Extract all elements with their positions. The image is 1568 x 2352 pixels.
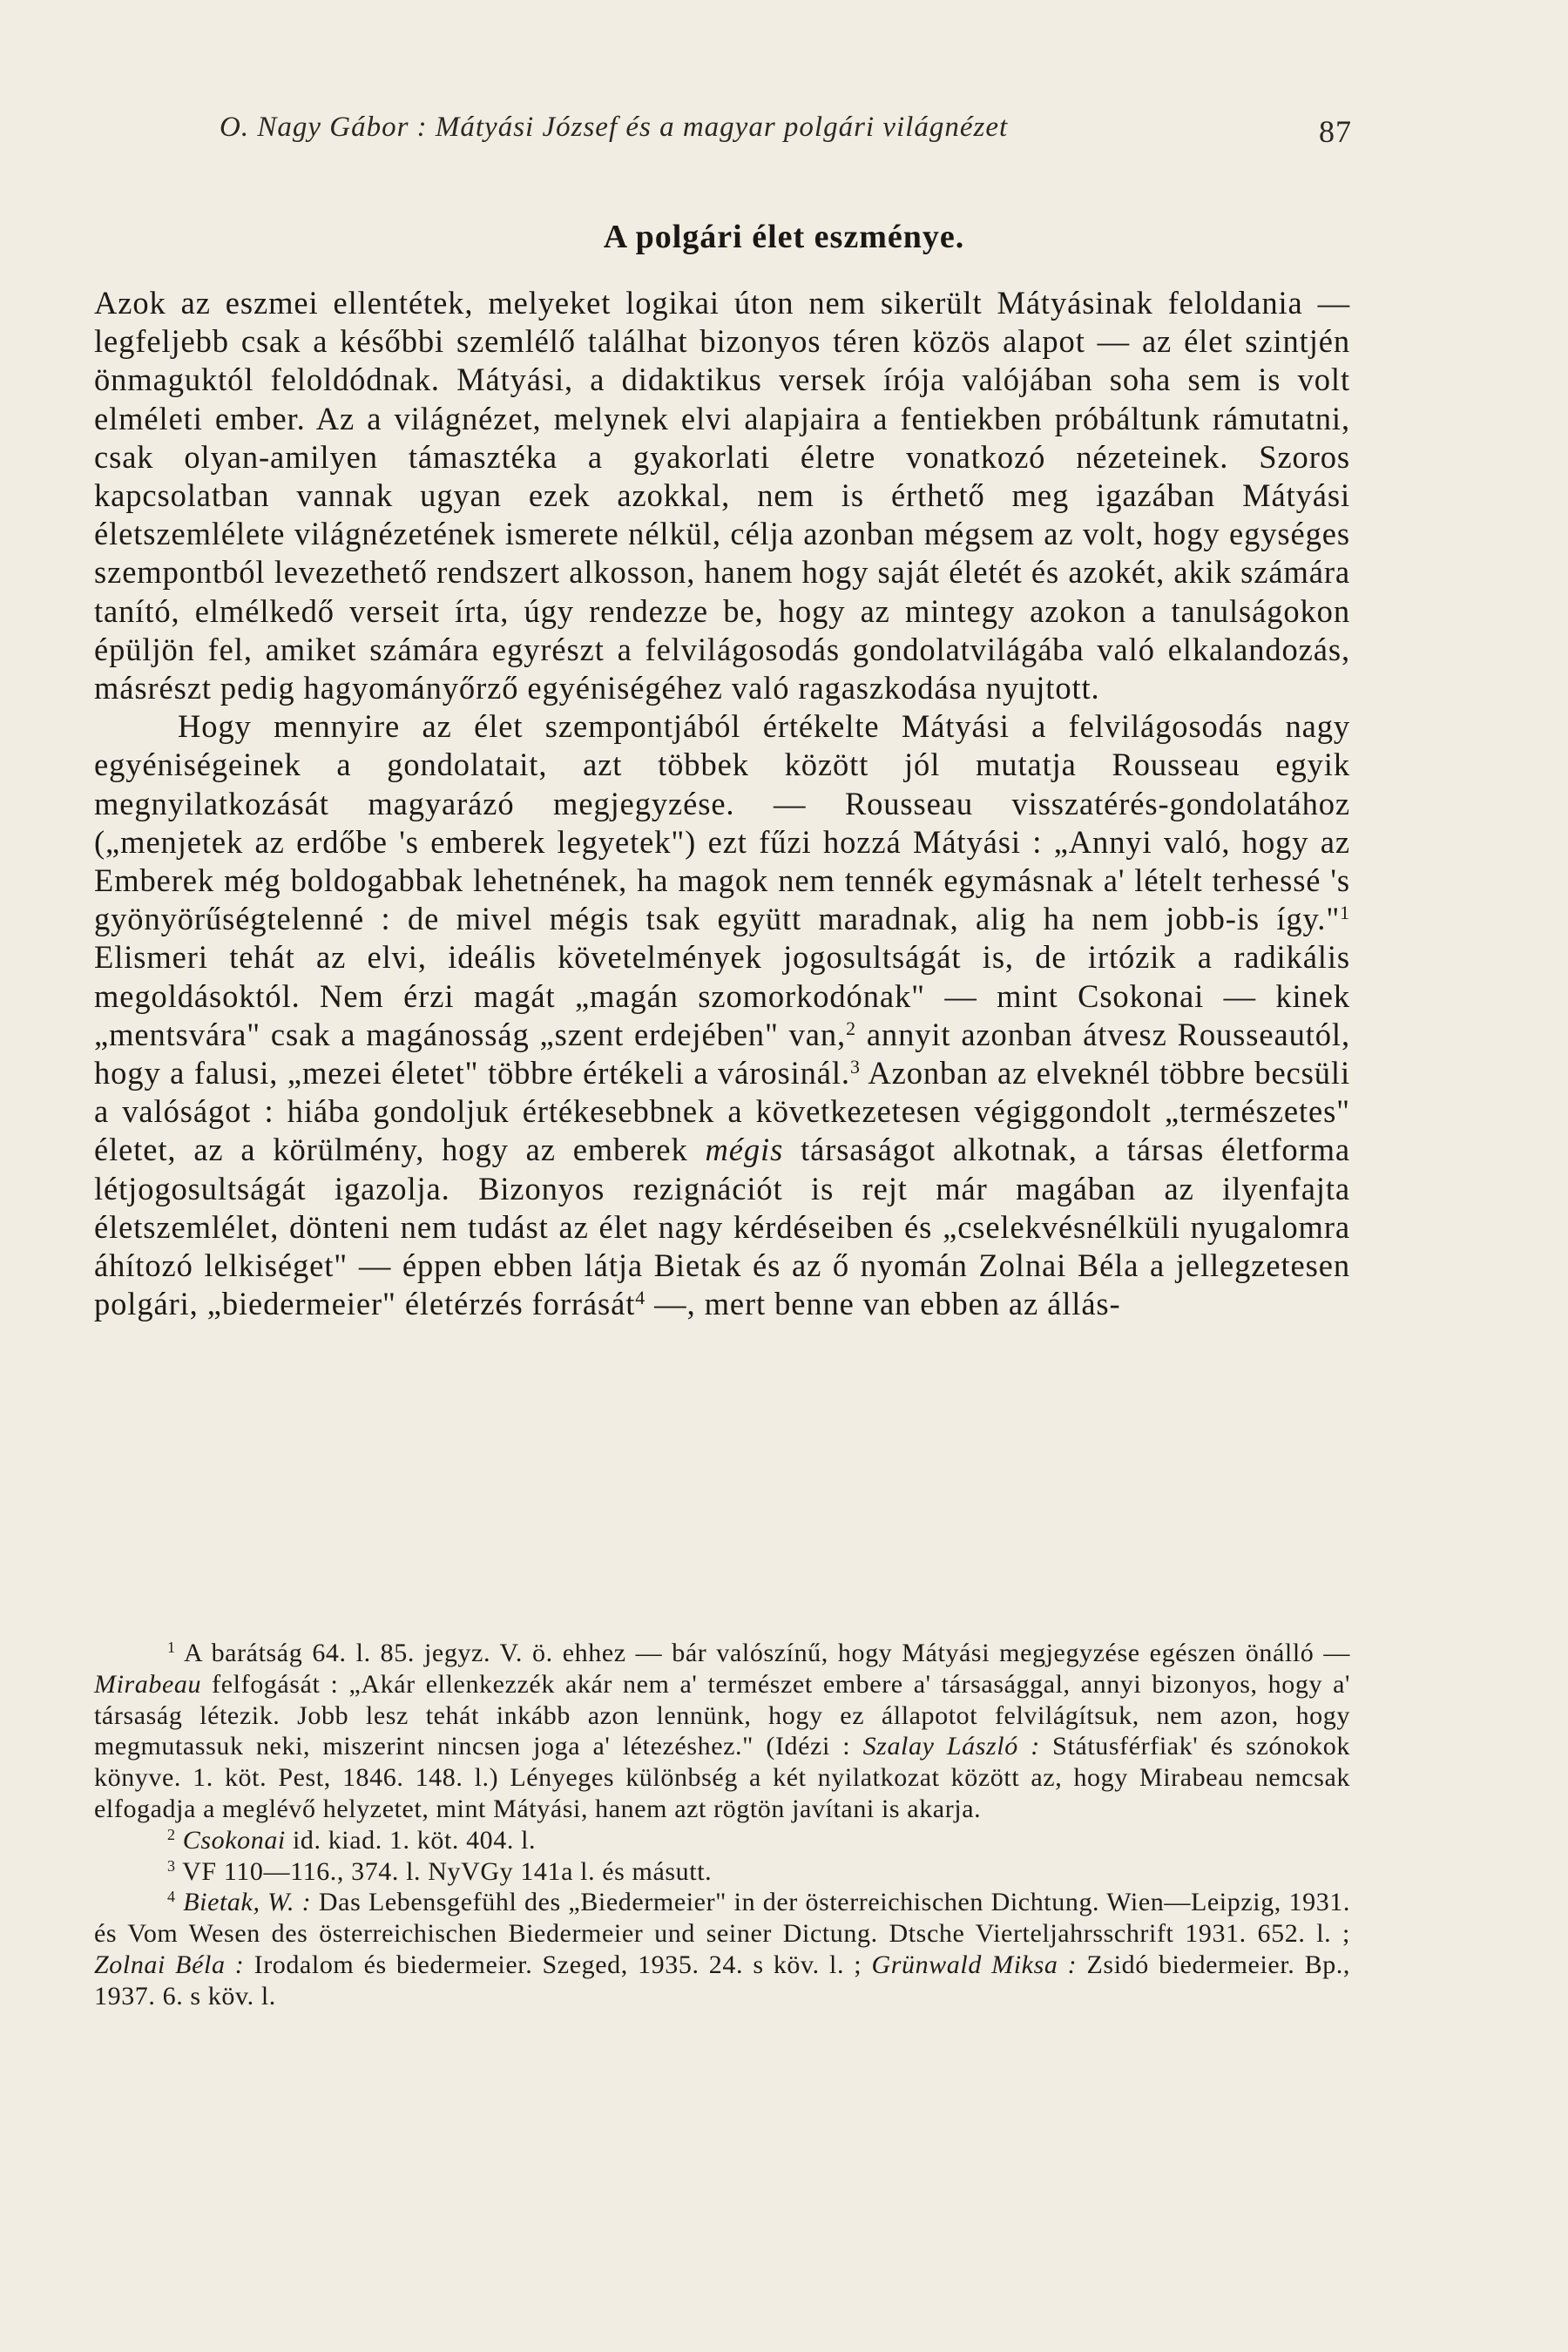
paragraph-2-text: annyit azonban átvesz Rousseautól, hogy a falusi, „mezei életet" többre értékeli a városinál.: [94, 1016, 1350, 1092]
footnote-ref-4: 4: [635, 1287, 646, 1309]
paragraph-2-text: Hogy mennyire az élet szempontjából értékelte Mátyási a felvilágosodás nagy egyéniségeinek a gondolatait, azt többek között jól mutatja Rousseau egyik megnyilatkozását magyarázó megjegyzése. — Rousseau visszatérés-gondolatához („menjetek az erdőbe 's emberek legyetek") ezt fűzi hozzá Mátyási : „Annyi való, hogy az Emberek még boldogabbak lehetnének, ha magok nem tennék egymásnak a' lételt terhessé 's gyönyörűségtelenné : de mivel mégis tsak együtt maradnak, alig ha nem jobb-is így.": [94, 708, 1350, 937]
footnote-1-text: A barátság 64. l. 85. jegyz. V. ö. ehhez — bár valószínű, hogy Mátyási megjegyzése egészen önálló —: [175, 1639, 1350, 1667]
paragraph-2: [94, 707, 1350, 1323]
paragraph-2-text: Azonban az elveknél többre becsüli a valóságot : hiába gondoljuk értékesebbnek a következetesen végiggondolt „természetes" életet, az a körülmény, hogy az emberek: [94, 1055, 1350, 1168]
paragraph-2-text: Elismeri tehát az elvi, ideális követelmények jogosultságát is, de irtózik a radikális megoldásoktól. Nem érzi magát „magán szomorkodónak" — mint Csokonai — kinek „mentsvára" csak a magánosság „szent erdejében" van,: [94, 939, 1350, 1052]
footnote-4-author: Bietak, W. :: [183, 1888, 312, 1917]
body-text: [94, 284, 1350, 1323]
footnote-2: [94, 1825, 1350, 1856]
footnote-mark-4: 4: [167, 1888, 176, 1906]
footnote-2-text: id. kiad. 1. köt. 404. l.: [285, 1825, 537, 1855]
footnote-mark-1: 1: [167, 1639, 176, 1657]
paragraph-2-text: —, mert benne van ebben az állás-: [645, 1286, 1121, 1322]
footnote-1-italic: Mirabeau: [94, 1669, 202, 1699]
running-head: [220, 103, 1352, 155]
footnote-4-text: Das Lebensgefühl des „Biedermeier" in der österreichischen Dichtung. Wien—Leipzig, 1931. és Vom Wesen des österreichischen Biedermeier und seiner Dictung. Dtsche Vierteljahrsschrift 1931. 652. l. ;: [94, 1888, 1350, 1949]
paragraph-1: Azok az eszmei ellentétek, melyeket logikai úton nem sikerült Mátyásinak feloldania — legfeljebb csak a későbbi szemlélő találhat bizonyos téren közös alapot — az élet szintjén önmaguktól feloldódnak. Mátyási, a didaktikus versek írója valójában soha sem is volt elméleti ember. Az a világnézet, melynek elvi alapjaira a fentiekben próbáltunk rámutatni, csak olyan-amilyen támasztéka a gyakorlati életre vonatkozó nézeteinek. Szoros kapcsolatban vannak ugyan ezek azokkal, nem is érthető meg igazában Mátyási életszemlélete világnézetének ismerete nélkül, célja azonban mégsem az volt, hogy egységes szempontból levezethető rendszert alkosson, hanem hogy saját életét és azokét, akik számára tanító, elmélkedő verseit írta, úgy rendezze be, hogy az mintegy azokon a tanulságokon épüljön fel, amiket számára egyrészt a felvilágosodás gondolatvilágába való elkalandozás, másrészt pedig hagyományőrző egyéniségéhez való ragaszkodása nyujtott.: [94, 285, 1350, 706]
footnote-ref-1: 1: [1340, 902, 1350, 924]
footnote-1: [94, 1638, 1350, 1825]
footnote-2-author: Csokonai: [182, 1825, 286, 1855]
footnote-4-text: Irodalom és biedermeier. Szeged, 1935. 24. s köv. l. ;: [244, 1950, 872, 1979]
footnote-3: [94, 1856, 1350, 1888]
footnote-1-text: felfogását : „Akár ellenkezzék akár nem a' természet embere a' társasággal, annyi bizonyos, hogy a' társaság létezik. Jobb lesz tehát inkább azon lennünk, hogy ez állapotot felvilágítsuk, nem azon, hogy megmutassuk neki, miszerint nincsen joga a' létezéshez." (Idézi :: [94, 1669, 1350, 1761]
emphasis-mégis: mégis: [705, 1132, 784, 1168]
footnote-mark-3: 3: [167, 1856, 176, 1875]
footnote-ref-2: 2: [846, 1017, 856, 1039]
footnote-ref-3: 3: [849, 1056, 861, 1078]
footnote-mark-2: 2: [167, 1825, 176, 1843]
footnote-4: [94, 1887, 1350, 2011]
footnote-4-author: Zolnai Béla :: [94, 1950, 245, 1979]
footnotes: [94, 1638, 1350, 2012]
footnote-1-text: Státusférfiak' és szónokok könyve. 1. köt. Pest, 1846. 148. l.) Lényeges különbség a két nyilatkozat között az, hogy Mirabeau nemcsak elfogadja a meglévő helyzetet, mint Mátyási, hanem azt rögtön javítani is akarja.: [94, 1732, 1350, 1823]
running-title: O. Nagy Gábor : Mátyási József és a magyar polgári világnézet: [220, 112, 1009, 143]
page-number: 87: [1319, 114, 1352, 149]
footnote-4-author: Grünwald Miksa :: [871, 1950, 1078, 1979]
footnote-3-text: VF 110—116., 374. l. NyVGy 141a l. és másutt.: [175, 1856, 713, 1886]
footnote-4-text: Zsidó biedermeier. Bp., 1937. 6. s köv. l.: [94, 1950, 1350, 2011]
footnote-1-author: Szalay László :: [862, 1732, 1040, 1761]
section-title: A polgári élet eszménye.: [603, 219, 965, 255]
paragraph-2-text: társaságot alkotnak, a társas életforma létjogosultságát igazolja. Bizonyos rezignációt is rejt már magában az ilyenfajta életszemlélet, dönteni nem tudást az élet nagy kérdéseiben és „cselekvésnélküli nyugalomra áhítozó lelkiséget" — éppen ebben látja Bietak és az ő nyomán Zolnai Béla a jellegzetesen polgári, „biedermeier" életérzés forrását: [94, 1132, 1350, 1322]
